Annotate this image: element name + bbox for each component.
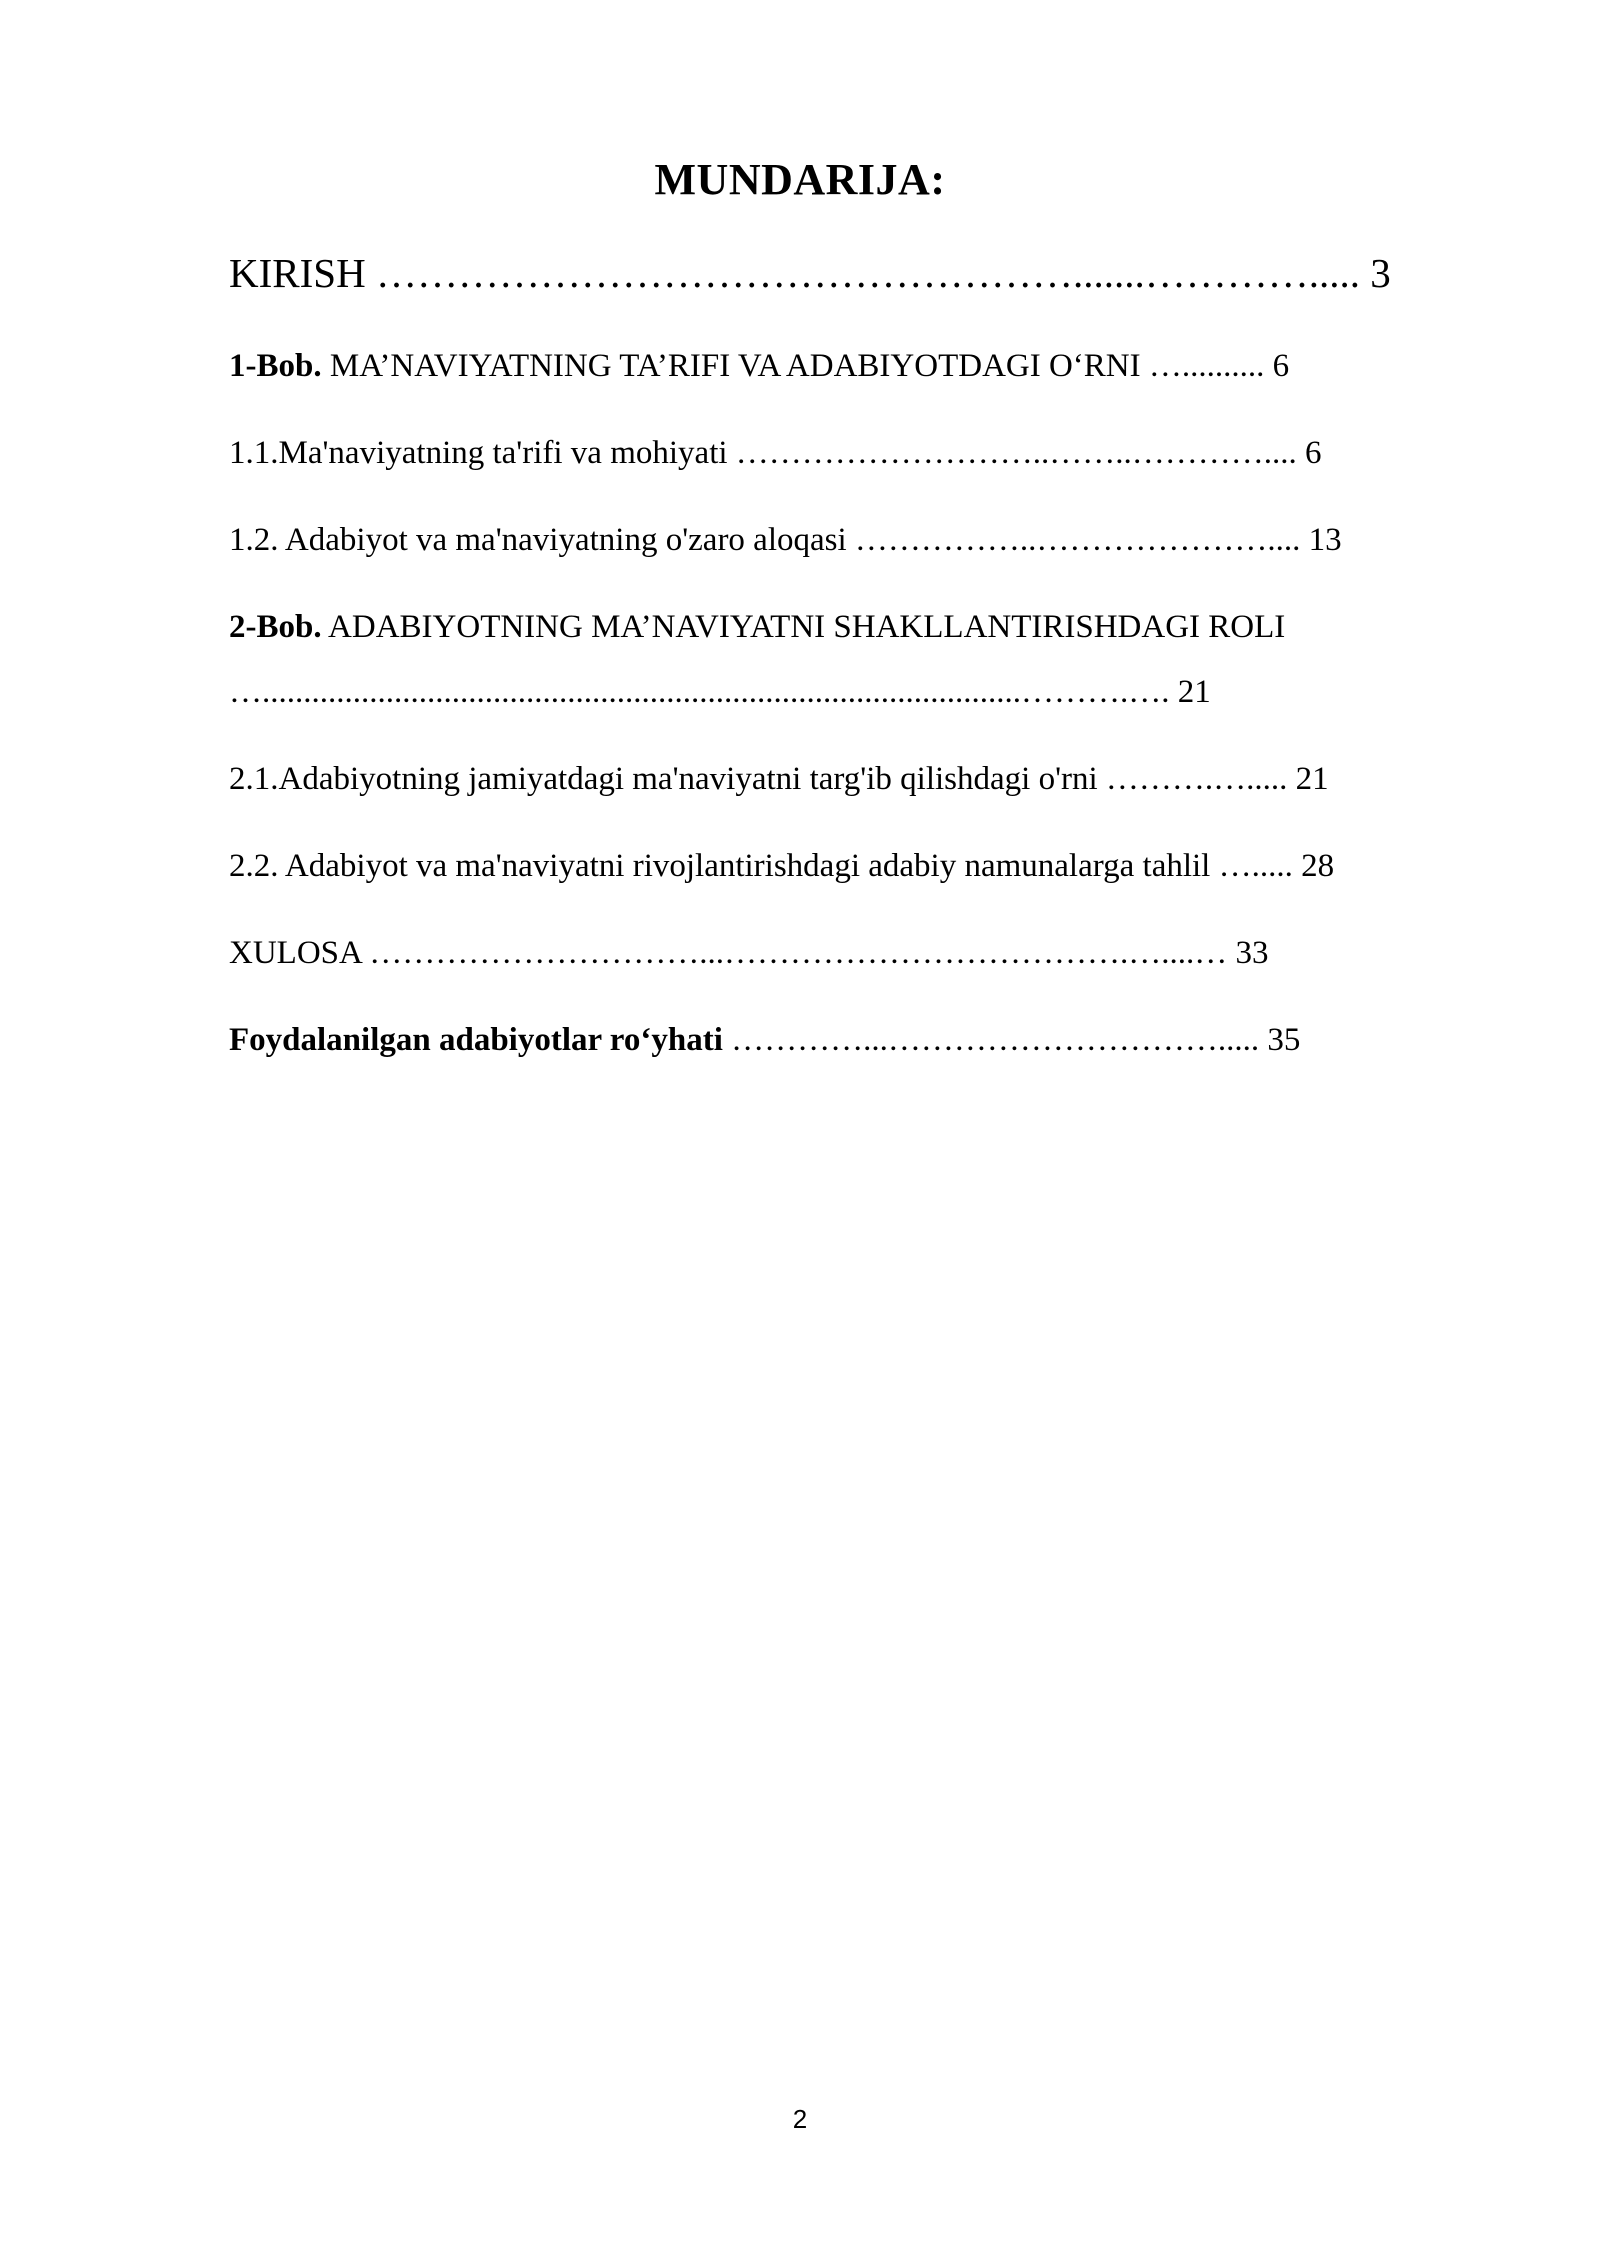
toc-entry-label: 2.2. Adabiyot va ma'naviyatni rivojlantirishdagi adabiy namunalarga tahlil: [229, 848, 1219, 884]
toc-entry-label: Foydalanilgan adabiyotlar ro‘yhati: [229, 1022, 723, 1058]
toc-entry-leader: ………………………..……..…………....: [735, 435, 1306, 471]
toc-entry-section-1-2: [229, 518, 1489, 562]
toc-entry-leader: …............................................................................................……….….: [229, 674, 1178, 710]
toc-entry-label: MA’NAVIYATNING TA’RIFI VA ADABIYOTDAGI O‘RNI: [321, 348, 1149, 384]
toc-entry-chapter-2-continuation: [229, 670, 1489, 714]
toc-entry-page: 3: [1370, 250, 1391, 296]
toc-entry-leader: ……………..…………………....: [854, 522, 1309, 558]
toc-entry-chapter-prefix: 2-Bob.: [229, 609, 322, 645]
toc-entry-chapter-1: [229, 344, 1489, 388]
toc-entry-kirish: [229, 246, 1489, 300]
page-title: MUNDARIJA:: [654, 155, 946, 204]
toc-entry-label: KIRISH: [229, 250, 366, 296]
toc-entry-section-1-1: [229, 431, 1489, 475]
toc-entry-label: XULOSA: [229, 935, 370, 971]
toc-entry-page: 35: [1267, 1022, 1301, 1058]
toc-entry-section-2-1: [229, 757, 1489, 801]
toc-entry-chapter-prefix: 1-Bob.: [229, 348, 322, 384]
toc-entry-bibliography: [229, 1018, 1489, 1062]
toc-entry-page: 6: [1305, 435, 1322, 471]
toc-entry-leader: …………...………………………….....: [722, 1022, 1268, 1058]
toc-entry-section-2-2: [229, 844, 1489, 888]
toc-entry-chapter-2: [229, 605, 1489, 649]
toc-entry-label: 2.1.Adabiyotning jamiyatdagi ma'naviyatni targ'ib qilishdagi o'rni: [229, 761, 1106, 797]
toc-entry-leader: …..........: [1148, 348, 1273, 384]
toc-entry-label: 1.2. Adabiyot va ma'naviyatning o'zaro aloqasi: [229, 522, 855, 558]
toc-entry-label: ADABIYOTNING MA’NAVIYATNI SHAKLLANTIRISHDAGI ROLI: [321, 609, 1286, 645]
toc-entry-leader: ….....: [1218, 848, 1302, 884]
toc-entry-page: 21: [1177, 674, 1211, 710]
page-number: 2: [792, 2104, 808, 2134]
toc-entry-label: 1.1.Ma'naviyatning ta'rifi va mohiyati: [229, 435, 736, 471]
toc-entry-xulosa: [229, 931, 1489, 975]
toc-entry-leader: …………………………………………….......………….....: [375, 250, 1371, 296]
toc-entry-page: 13: [1308, 522, 1342, 558]
toc-entry-page: 21: [1295, 761, 1329, 797]
toc-entry-leader: ……….….....: [1105, 761, 1296, 797]
toc-entry-page: 33: [1235, 935, 1269, 971]
toc-entry-page: 6: [1272, 348, 1290, 384]
toc-entry-page: 28: [1301, 848, 1335, 884]
toc-entry-leader: …………………………...……………………………….…....…: [369, 935, 1236, 971]
